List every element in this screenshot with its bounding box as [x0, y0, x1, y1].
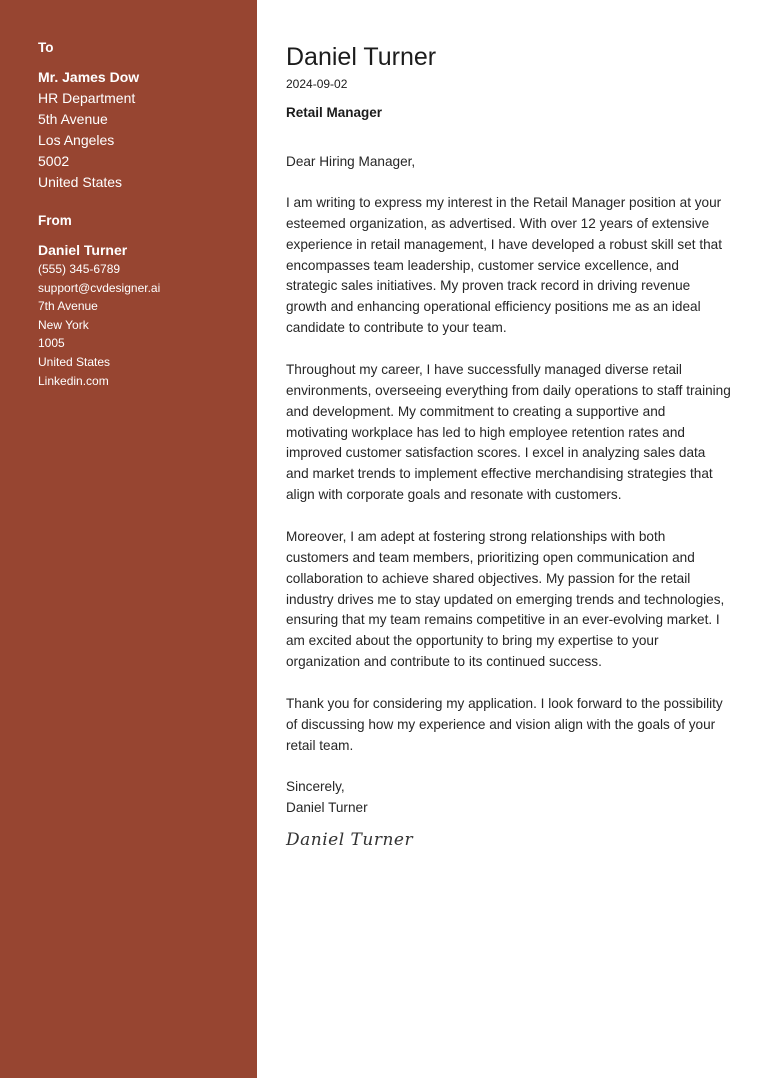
salutation: Dear Hiring Manager, [286, 154, 416, 169]
paragraph-2: Throughout my career, I have successfully managed diverse retail environments, overseeing everything from daily operations to staff training and development. My commitment to creating a supportive and motivating workplace has led to high employee retention rates and improved customer satisfaction scores. I excel in analyzing sales data and market trends to implement effective merchandising strategies that align with corporate goals and resonate with customers. [286, 362, 731, 503]
sender-email[interactable]: support@cvdesigner.ai [38, 281, 161, 295]
recipient-city: Los Angeles [38, 132, 115, 148]
job-title: Retail Manager [286, 105, 383, 120]
letter-body [257, 0, 768, 1078]
sender-sidebar-name: Daniel Turner [38, 242, 128, 258]
recipient-street: 5th Avenue [38, 111, 108, 127]
recipient-heading: To [38, 40, 54, 55]
sender-heading: From [38, 213, 72, 228]
closing-name: Daniel Turner [286, 800, 368, 815]
recipient-zip: 5002 [38, 153, 70, 169]
sender-phone: (555) 345-6789 [38, 262, 121, 276]
letter-author-name: Daniel Turner [286, 43, 437, 71]
letter-date: 2024-09-02 [286, 77, 348, 91]
paragraph-3: Moreover, I am adept at fostering strong relationships with both customers and team members, prioritizing open communication and collaboration to achieve shared objectives. My passion for the retail industry drives me to stay updated on emerging trends and technologies, ensuring that my team remains competitive in an ever-evolving market. I am excited about the opportunity to bring my expertise to your organization and contribute to its continued success. [286, 529, 725, 670]
handwritten-signature: Daniel Turner [286, 830, 414, 850]
recipient-name: Mr. James Dow [38, 69, 140, 85]
paragraph-1: I am writing to express my interest in the Retail Manager position at your esteemed organization, as advertised. With over 12 years of extensive experience in retail management, I have developed a robust skill set that encompasses team leadership, customer service excellence, and strategic sales initiatives. My proven track record in driving revenue growth and enhancing operational efficiency positions me as an ideal candidate to contribute to your team. [286, 195, 723, 336]
sender-city: New York [38, 318, 89, 332]
sender-country: United States [38, 355, 111, 369]
sidebar [0, 0, 257, 1078]
sender-zip: 1005 [38, 336, 65, 350]
paragraph-4: Thank you for considering my application. I look forward to the possibility of discussing how my experience and vision align with the goals of your retail team. [286, 696, 723, 753]
sender-website[interactable]: Linkedin.com [38, 374, 109, 388]
recipient-department: HR Department [38, 90, 136, 106]
sender-street: 7th Avenue [38, 299, 98, 313]
closing: Sincerely, [286, 779, 345, 794]
recipient-country: United States [38, 174, 123, 190]
